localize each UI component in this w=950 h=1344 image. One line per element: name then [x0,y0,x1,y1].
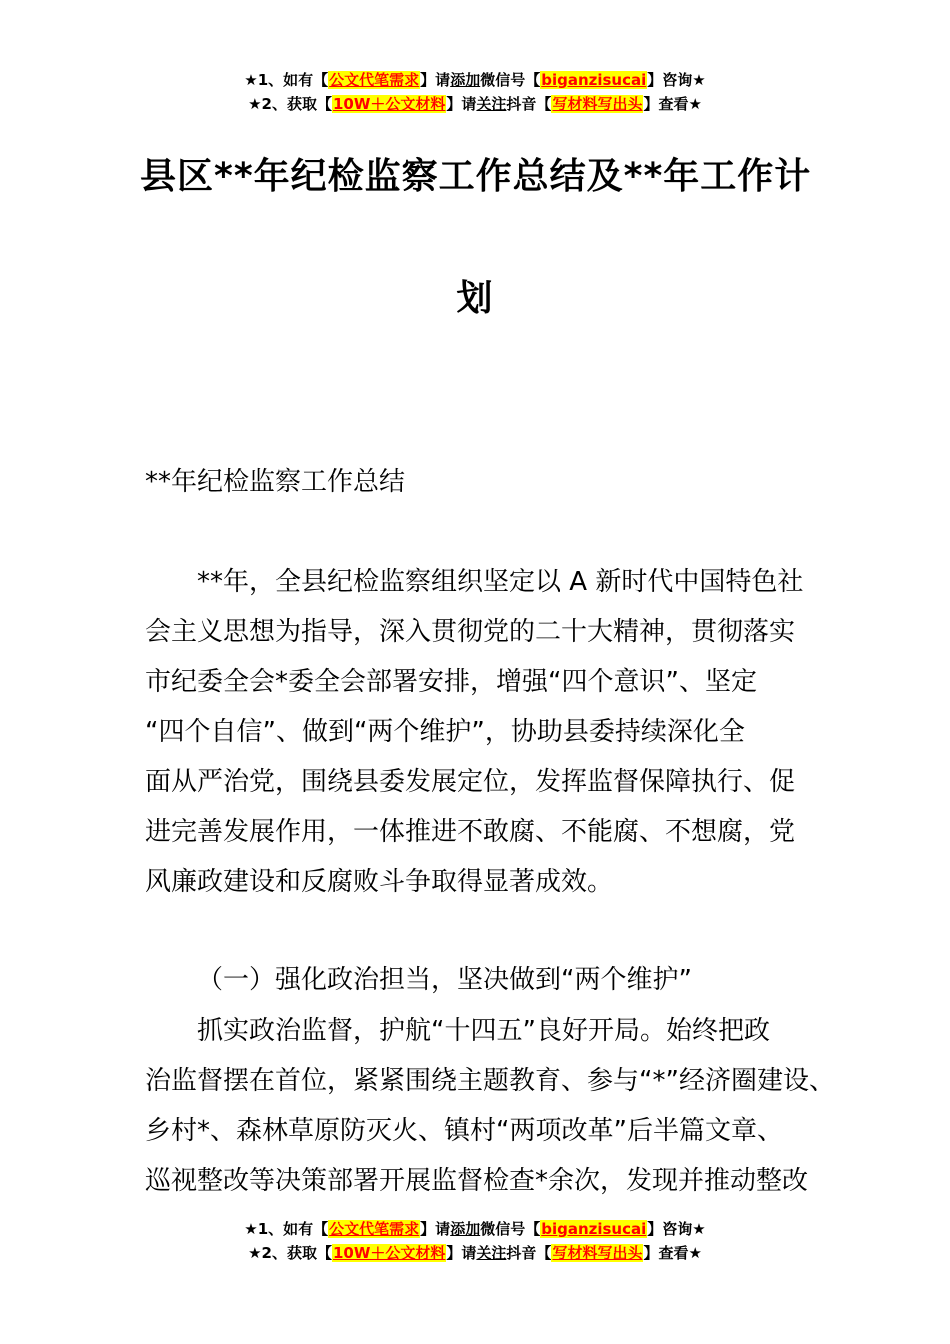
paragraph-line: 巡视整改等决策部署开展监督检查*余次，发现并推动整改 [145,1166,809,1196]
subheading-text: （一）强化政治担当，坚决做到“两个维护” [197,965,692,995]
banner-highlight: 10W＋公文材料 [332,1244,446,1262]
paragraph-political-supervision [145,1006,835,1206]
bottom-banner [0,1217,950,1265]
paragraph-line: **年，全县纪检监察组织坚定以 A 新时代中国特色社 [197,567,804,597]
banner-text: 抖音【 [506,95,552,113]
banner-text: 】查看★ [643,95,702,113]
banner-highlight: 写材料写出头 [552,95,643,113]
banner-text: 】请 [446,1244,477,1262]
paragraph-line: 进完善发展作用，一体推进不敢腐、不能腐、不想腐，党 [145,817,796,847]
banner-highlight: 写材料写出头 [552,1244,643,1262]
paragraph-line: 抓实政治监督，护航“十四五”良好开局。始终把政 [197,1016,770,1046]
banner-text: ★1、如有【 [244,1220,329,1238]
banner-text: 】请 [420,1220,451,1238]
paragraph-line: 市纪委全会*委全会部署安排，增强“四个意识”、坚定 [145,667,757,697]
top-banner [0,68,950,116]
banner-text: 微信号【 [480,71,541,89]
banner-text: 】请 [420,71,451,89]
banner-underlined: 添加 [450,71,481,89]
paragraph-intro [145,557,825,907]
banner-text: 抖音【 [506,1244,552,1262]
banner-text: ★1、如有【 [244,71,329,89]
banner-text: 】请 [446,95,477,113]
banner-highlight: 公文代笔需求 [329,71,420,89]
banner-line-1 [0,68,950,92]
banner-text: 微信号【 [480,1220,541,1238]
banner-text: ★2、获取【 [248,95,332,113]
paragraph-line: 乡村*、森林草原防灭火、镇村“两项改革”后半篇文章、 [145,1116,783,1146]
banner-line-1 [0,1217,950,1241]
paragraph-line: 风廉政建设和反腐败斗争取得显著成效。 [145,867,614,897]
banner-text: ★2、获取【 [248,1244,332,1262]
banner-underlined: 关注 [476,1244,507,1262]
document-title-line-2: 划 [456,278,494,319]
banner-line-2 [0,1241,950,1265]
paragraph-line: 面从严治党，围绕县委发展定位，发挥监督保障执行、促 [145,767,796,797]
banner-text: 】查看★ [643,1244,702,1262]
subheading [145,955,825,1005]
banner-line-2 [0,92,950,116]
section-heading: **年纪检监察工作总结 [145,467,406,497]
document-title-line-1: 县区**年纪检监察工作总结及**年工作计 [140,156,812,197]
banner-highlight: biganzisucai [541,71,647,89]
banner-underlined: 关注 [476,95,507,113]
banner-highlight: 公文代笔需求 [329,1220,420,1238]
banner-text: 】咨询★ [647,71,706,89]
banner-highlight: 10W＋公文材料 [332,95,446,113]
paragraph-line: 治监督摆在首位，紧紧围绕主题教育、参与“*”经济圈建设、 [145,1066,835,1096]
banner-text: 】咨询★ [647,1220,706,1238]
paragraph-line: “四个自信”、做到“两个维护”，协助县委持续深化全 [145,717,745,747]
banner-highlight: biganzisucai [541,1220,647,1238]
paragraph-line: 会主义思想为指导，深入贯彻党的二十大精神，贯彻落实 [145,617,796,647]
banner-underlined: 添加 [450,1220,481,1238]
